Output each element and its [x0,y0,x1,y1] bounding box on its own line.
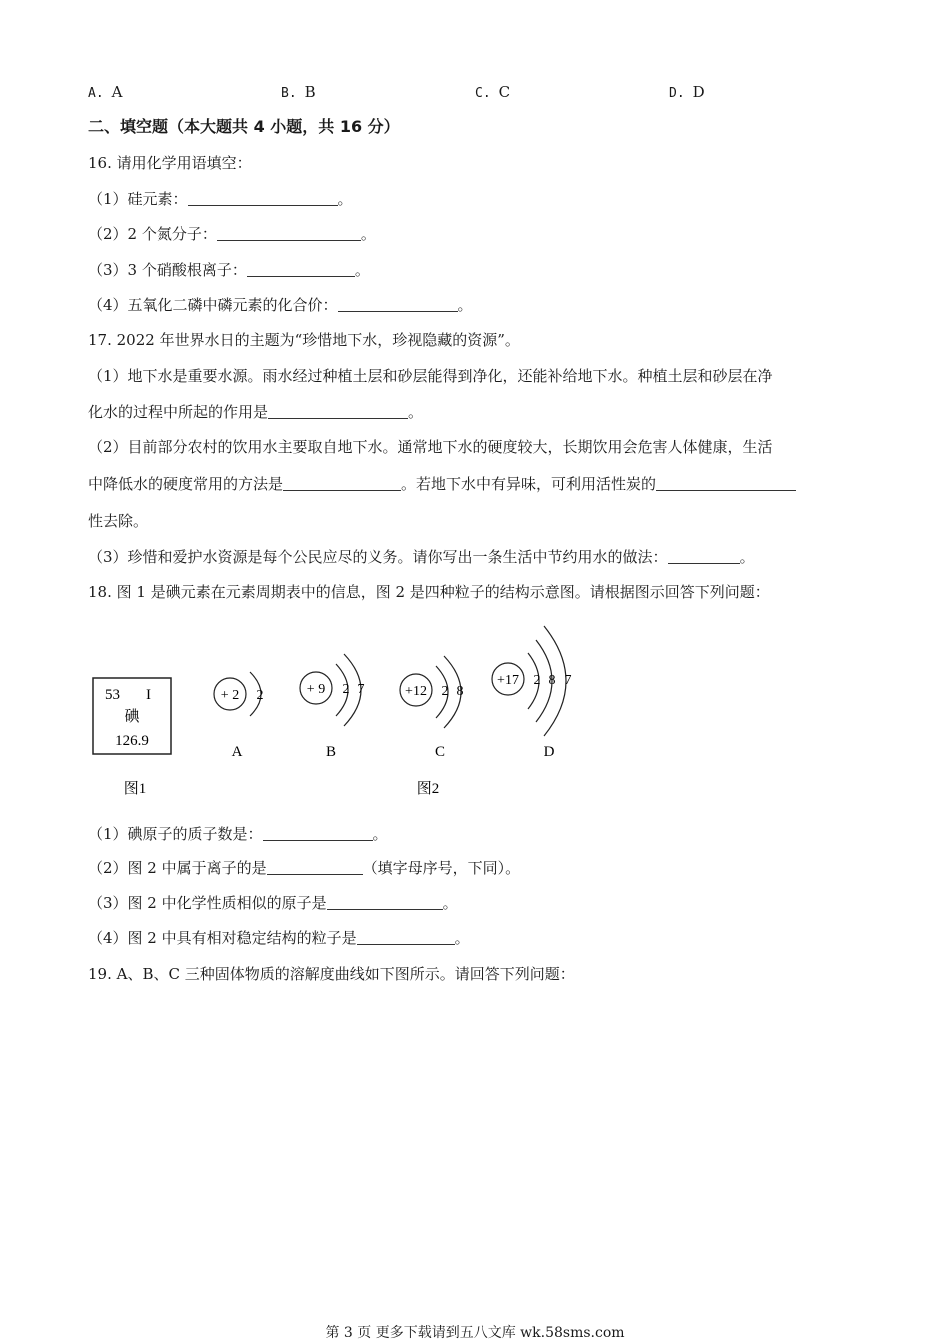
option-a: A. A [88,83,123,101]
q17-part-1b: 化水的过程中所起的作用是 。 [88,403,424,421]
option-c: C. C [475,83,511,101]
particle-label: C [434,744,446,760]
answer-blank[interactable] [263,825,373,841]
q17-stem: 17. 2022 年世界水日的主题为“珍惜地下水，珍视隐藏的资源”。 [88,331,520,349]
shell-electrons: 7 [357,682,365,697]
particle-a [214,672,264,760]
particle-b [300,654,365,760]
option-d: D. D [669,83,705,101]
q18-part-3: （3）图 2 中化学性质相似的原子是 。 [88,894,458,912]
answer-blank[interactable] [327,894,443,910]
q17-part-3: （3）珍惜和爱护水资源是每个公民应尽的义务。请你写出一条生活中节约用水的做法： 。 [88,548,755,566]
q16-part-2: （2）2 个氮分子： 。 [88,225,376,243]
shell-electrons: 8 [456,684,464,699]
q18-part-1: （1）碘原子的质子数是： 。 [88,825,388,843]
q17-part-2c: 性去除。 [88,512,149,530]
nucleus-charge: + 9 [306,682,326,697]
particle-c [400,656,464,760]
fig1-label: 图1 [123,781,147,797]
nucleus-charge: + 2 [220,688,240,703]
q17-part-2b: 中降低水的硬度常用的方法是 。若地下水中有异味，可利用活性炭的 [88,474,796,494]
fig2-label: 图2 [416,781,440,797]
section-title: 二、填空题（本大题共 4 小题，共 16 分） [88,117,400,136]
nucleus-charge: +12 [405,684,427,699]
q16-part-1: （1）硅元素： 。 [88,190,353,208]
shell-electrons: 8 [548,673,556,688]
q18-part-2: （2）图 2 中属于离子的是 （填字母序号，下同）。 [88,859,521,877]
element-card [93,678,171,754]
q16-part-4: （4）五氧化二磷中磷元素的化合价： 。 [88,296,473,314]
q19-stem: 19. A、B、C 三种固体物质的溶解度曲线如下图所示。请回答下列问题： [88,965,575,983]
particle-label: B [325,744,337,760]
particle-label: D [543,744,555,760]
q17-part-1a: （1）地下水是重要水源。雨水经过种植土层和砂层能得到净化，还能补给地下水。种植土层和砂层在净 [88,367,773,385]
q18-part-4: （4）图 2 中具有相对稳定结构的粒子是 。 [88,929,470,947]
element-name: 碘 [124,709,140,725]
q16-stem: 16. 请用化学用语填空： [88,154,252,172]
shell-electrons: 2 [256,688,264,703]
shell-electrons: 2 [342,682,350,697]
q17-part-2a: （2）目前部分农村的饮用水主要取自地下水。通常地下水的硬度较大，长期饮用会危害人体健康，生活 [88,438,773,456]
page-footer: 第 3 页 更多下载请到五八文库 wk.58sms.com [325,1325,625,1341]
shell-electrons: 2 [533,673,541,688]
q18-stem: 18. 图 1 是碘元素在元素周期表中的信息，图 2 是四种粒子的结构示意图。请根据图示回答下列问题： [88,583,770,601]
shell-electrons: 7 [564,673,572,688]
shell-electrons: 2 [441,684,449,699]
answer-blank[interactable] [267,859,363,875]
nucleus-charge: +17 [497,673,519,688]
particle-label: A [231,744,243,760]
particle-d [492,626,572,760]
atomic-mass: 126.9 [115,733,149,749]
option-b: B. B [281,83,316,101]
answer-blank[interactable] [357,929,455,945]
element-symbol: I [146,687,151,703]
q16-part-3: （3）3 个硝酸根离子： 。 [88,261,370,279]
atomic-number: 53 [105,687,120,703]
